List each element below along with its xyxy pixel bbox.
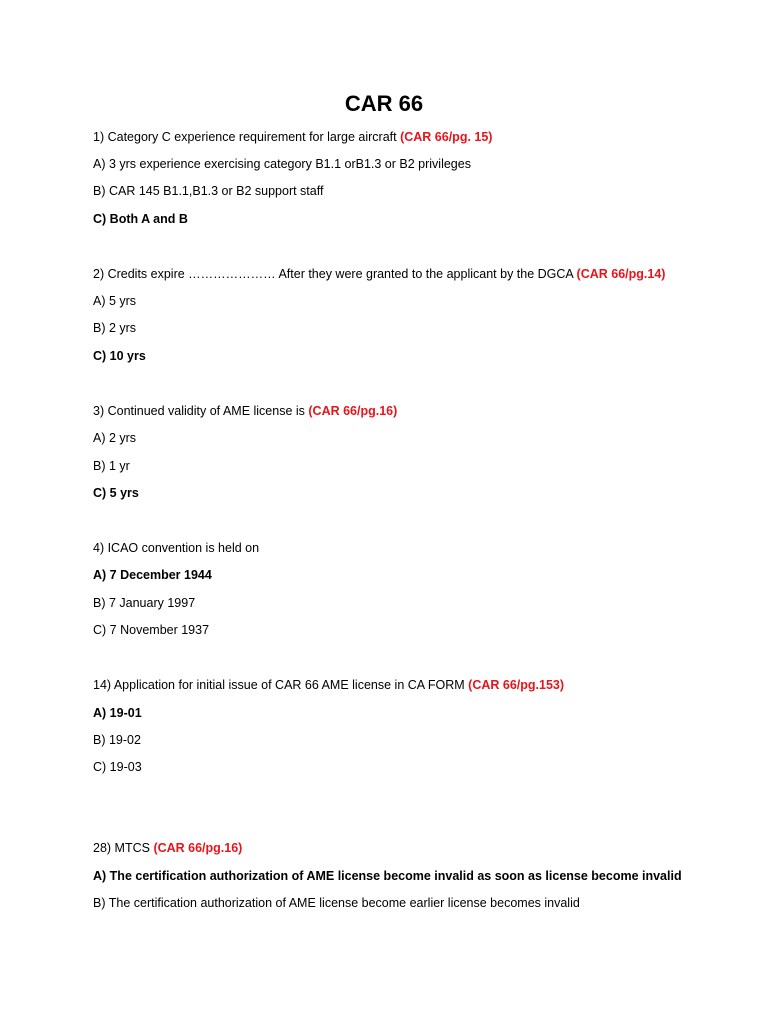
option-text: 1 yr: [105, 459, 130, 473]
question-2: [93, 266, 665, 282]
option-text: 10 yrs: [106, 349, 146, 363]
question-reference: (CAR 66/pg.16): [308, 404, 398, 418]
option-2b: [93, 320, 136, 336]
option-28a-correct: [93, 868, 682, 884]
question-text: 1) Category C experience requirement for large aircraft: [93, 130, 401, 144]
option-text: The certification authorization of AME license become invalid as soon as license become invalid: [106, 869, 682, 883]
option-text: 19-02: [105, 733, 141, 747]
option-text: 5 yrs: [105, 294, 137, 308]
option-28b: [93, 895, 580, 911]
question-text: 28) MTCS: [93, 841, 154, 855]
question-28: [93, 840, 242, 856]
option-label: B): [93, 896, 106, 910]
option-3a: [93, 430, 136, 446]
option-text: 2 yrs: [105, 321, 137, 335]
question-reference: (CAR 66/pg.16): [153, 841, 243, 855]
option-label: C): [93, 760, 107, 774]
page-title: CAR 66: [344, 91, 424, 116]
option-label: B): [93, 321, 106, 335]
option-2c-correct: [93, 348, 146, 364]
option-14c: [93, 759, 142, 775]
option-label: C): [93, 349, 107, 363]
question-text: 3) Continued validity of AME license is: [93, 404, 309, 418]
option-3b: [93, 458, 130, 474]
question-text: 14) Application for initial issue of CAR 66 AME license in CA FORM: [93, 678, 469, 692]
option-1b: [93, 183, 323, 199]
option-label: C): [93, 212, 107, 226]
option-label: B): [93, 459, 106, 473]
option-4b: [93, 595, 195, 611]
option-label: A): [93, 568, 107, 582]
option-text: 7 December 1944: [106, 568, 212, 582]
option-label: B): [93, 733, 106, 747]
question-3: [93, 403, 397, 419]
option-text: 2 yrs: [105, 431, 137, 445]
option-label: A): [93, 294, 106, 308]
option-14b: [93, 732, 141, 748]
option-label: C): [93, 623, 107, 637]
question-reference: (CAR 66/pg.14): [576, 267, 666, 281]
question-4: [93, 540, 259, 556]
option-text: CAR 145 B1.1,B1.3 or B2 support staff: [105, 184, 324, 198]
option-text: 7 November 1937: [106, 623, 210, 637]
option-1c-correct: [93, 211, 188, 227]
option-text: 5 yrs: [106, 486, 139, 500]
question-14: [93, 677, 564, 693]
option-text: 19-03: [106, 760, 142, 774]
option-text: The certification authorization of AME license become earlier license becomes invalid: [105, 896, 580, 910]
option-label: A): [93, 706, 107, 720]
option-label: A): [93, 431, 106, 445]
question-reference: (CAR 66/pg. 15): [400, 130, 493, 144]
question-text: 2) Credits expire ………………… After they were granted to the applicant by the DGCA: [93, 267, 577, 281]
option-3c-correct: [93, 485, 139, 501]
option-text: 7 January 1997: [105, 596, 196, 610]
option-text: 19-01: [106, 706, 142, 720]
question-text: 4) ICAO convention is held on: [93, 541, 260, 555]
option-label: A): [93, 869, 107, 883]
option-1a: [93, 156, 471, 172]
option-4c: [93, 622, 209, 638]
option-4a-correct: [93, 567, 212, 583]
option-text: Both A and B: [106, 212, 188, 226]
option-14a-correct: [93, 705, 142, 721]
option-label: C): [93, 486, 107, 500]
option-text: 3 yrs experience exercising category B1.1 orB1.3 or B2 privileges: [105, 157, 471, 171]
question-1: [93, 129, 492, 145]
question-reference: (CAR 66/pg.153): [468, 678, 565, 692]
option-label: B): [93, 596, 106, 610]
option-label: B): [93, 184, 106, 198]
option-label: A): [93, 157, 106, 171]
option-2a: [93, 293, 136, 309]
